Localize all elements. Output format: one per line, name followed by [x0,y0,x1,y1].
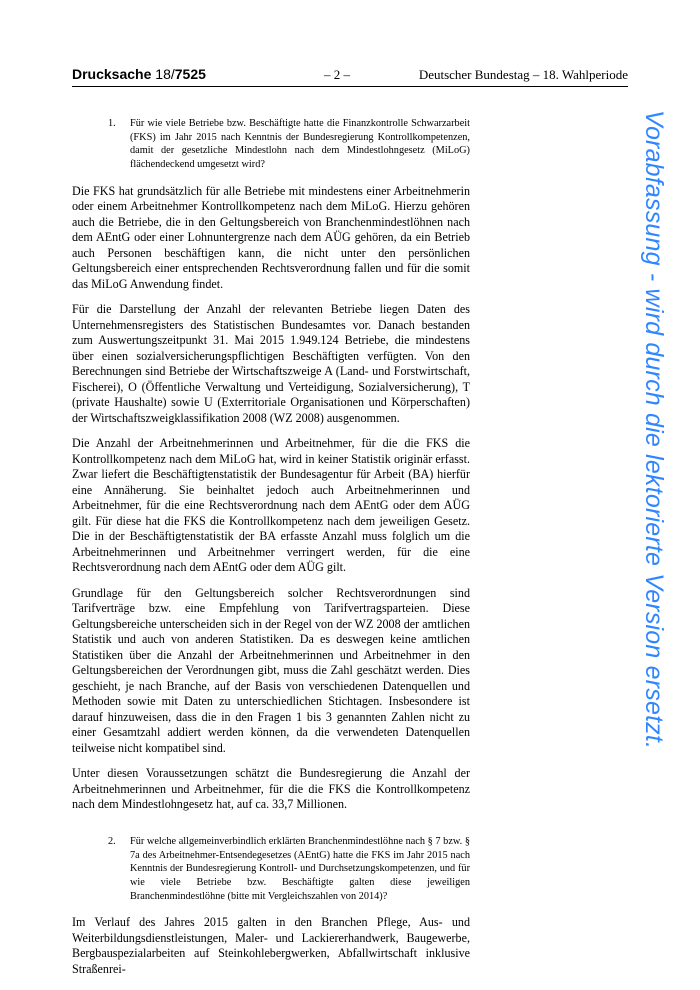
answer-paragraph: Die FKS hat grundsätzlich für alle Betriebe mit mindestens einer Arbeitnehmerin oder einem Arbeitnehmer Kontrollkompetenz nach dem MiLoG. Hierzu gehören auch die Betriebe, die in den Geltungsbereich von Branchenmindestlöhnen nach dem AEntG oder einer Lohnuntergrenze nach dem AÜG gehören, da ein Betrieb auch Personen beschäftigen kann, die nicht unter den persönlichen Geltungsbereich einer entsprechenden Rechtsverordnung fallen und für die somit das MiLoG Anwendung findet. [72,183,470,291]
watermark-text: Vorabfassung - wird durch die lektorierte Version ersetzt. [640,110,668,750]
question-2 [72,835,470,904]
answer-paragraph: Unter diesen Voraussetzungen schätzt die Bundesregierung die Anzahl der Arbeitnehmerinnen und Arbeitnehmer, für die die FKS die Kontrollkompetenz nach dem Mindestlohngesetz hat, auf ca. 33,7 Millionen. [72,766,470,812]
question-1 [72,117,470,172]
question-text: Für wie viele Betriebe bzw. Beschäftigte hatte die Finanzkontrolle Schwarzarbeit (FKS) im Jahr 2015 nach Kenntnis der Bundesregierung Kontrollkompetenzen, damit der gesetzliche Mindestlohn nach dem Mindestlohngesetz (MiLoG) flächendeckend umgesetzt wird? [130,118,470,171]
header-rule [72,86,628,87]
answer-paragraph: Die Anzahl der Arbeitnehmerinnen und Arbeitnehmer, für die die FKS die Kontrollkompetenz nach dem MiLoG hat, wird in keiner Statistik originär erfasst. Zwar liefert die Beschäftigtenstatistik der Bundesagentur für Arbeit (BA) hierfür eine Annäherung. Sie beinhaltet jedoch auch Arbeitnehmerinnen und Arbeitnehmer, für die eine Rechtsverordnung nach dem AEntG oder dem AÜG gilt. Für diese hat die FKS die Kontrollkompetenz nach dem jeweiligen Gesetz. Die in der Beschäftigtenstatistik der BA erfasste Anzahl muss folglich um die Arbeitnehmerinnen und Arbeitnehmer verringert werden, für die eine Rechtsverordnung nach dem AEntG oder dem AÜG gilt. [72,436,470,575]
doc-number-prefix: 18/ [155,66,175,82]
answer-paragraph: Grundlage für den Geltungsbereich solcher Rechtsverordnungen sind Tarifverträge bzw. eine Empfehlung von Tarifvertragsparteien. Diese Geltungsbereiche unterscheiden sich in der Regel von der WZ 2008 der amtlichen Statistik und auch von anderen Statistiken. Da es deswegen keine amtlichen Statistiken über die Anzahl der Arbeitnehmerinnen und Arbeitnehmer in den Geltungsbereichen der Verordnungen gibt, muss die Zahl geschätzt werden. Dies geschieht, je nach Branche, auf der Basis von verschiedenen Datenquellen und Methoden sowie mit Daten zu unterschiedlichen Stichtagen. Insbesondere ist darauf hinzuweisen, dass die in den Fragen 1 bis 3 genannten Zahlen nicht zu einer Gesamtzahl addiert werden können, da die verwendeten Datenquellen teilweise nicht kompatibel sind. [72,585,470,755]
question-number: 2. [108,835,116,847]
page-number: – 2 – [324,67,350,82]
doc-label: Drucksache [72,66,152,82]
question-text: Für welche allgemeinverbindlich erklärten Branchenmindestlöhne nach § 7 bzw. § 7a des Arbeitnehmer-Entsendegesetzes (AEntG) hatte die FKS im Jahr 2015 nach Kenntnis der Bundesregierung Kontroll- und Durchsetzungskompetenzen, und für wie viele Betriebe bzw. Beschäftigte galten diese jeweiligen Branchenmindestlöhne (bitte mit Vergleichszahlen von 2014)? [130,835,470,902]
document-number [72,66,206,82]
question-number: 1. [108,118,116,129]
answer-paragraph: Im Verlauf des Jahres 2015 galten in den Branchen Pflege, Aus- und Weiterbildungsdienstleistungen, Maler- und Lackiererhandwerk, Baugewerbe, Bergbauspezialarbeiten auf Steinkohlebergwerken, Abfallwirtschaft inklusive Straßenrei- [72,915,470,976]
answer-paragraph: Für die Darstellung der Anzahl der relevanten Betriebe liegen Daten des Unternehmensregisters des Statistischen Bundesamtes vor. Danach bestanden zum Auswertungszeitpunkt 31. Mai 2015 1.949.124 Betriebe, die mindestens über einen sozialversicherungspflichtigen Beschäftigten verfügten. Von den Berechnungen sind Betriebe der Wirtschaftszweige A (Land- und Forstwirtschaft, Fischerei), O (Öffentliche Verwaltung und Verteidigung, Sozialversicherung), T (private Haushalte) sowie U (Exterritoriale Organisationen und Körperschaften) der Wirtschaftszweigklassifikation 2008 (WZ 2008) ausgenommen. [72,302,470,425]
page-header [72,66,628,86]
publisher: Deutscher Bundestag – 18. Wahlperiode [418,67,628,82]
doc-number-suffix: 7525 [174,66,206,82]
document-body [72,117,470,987]
